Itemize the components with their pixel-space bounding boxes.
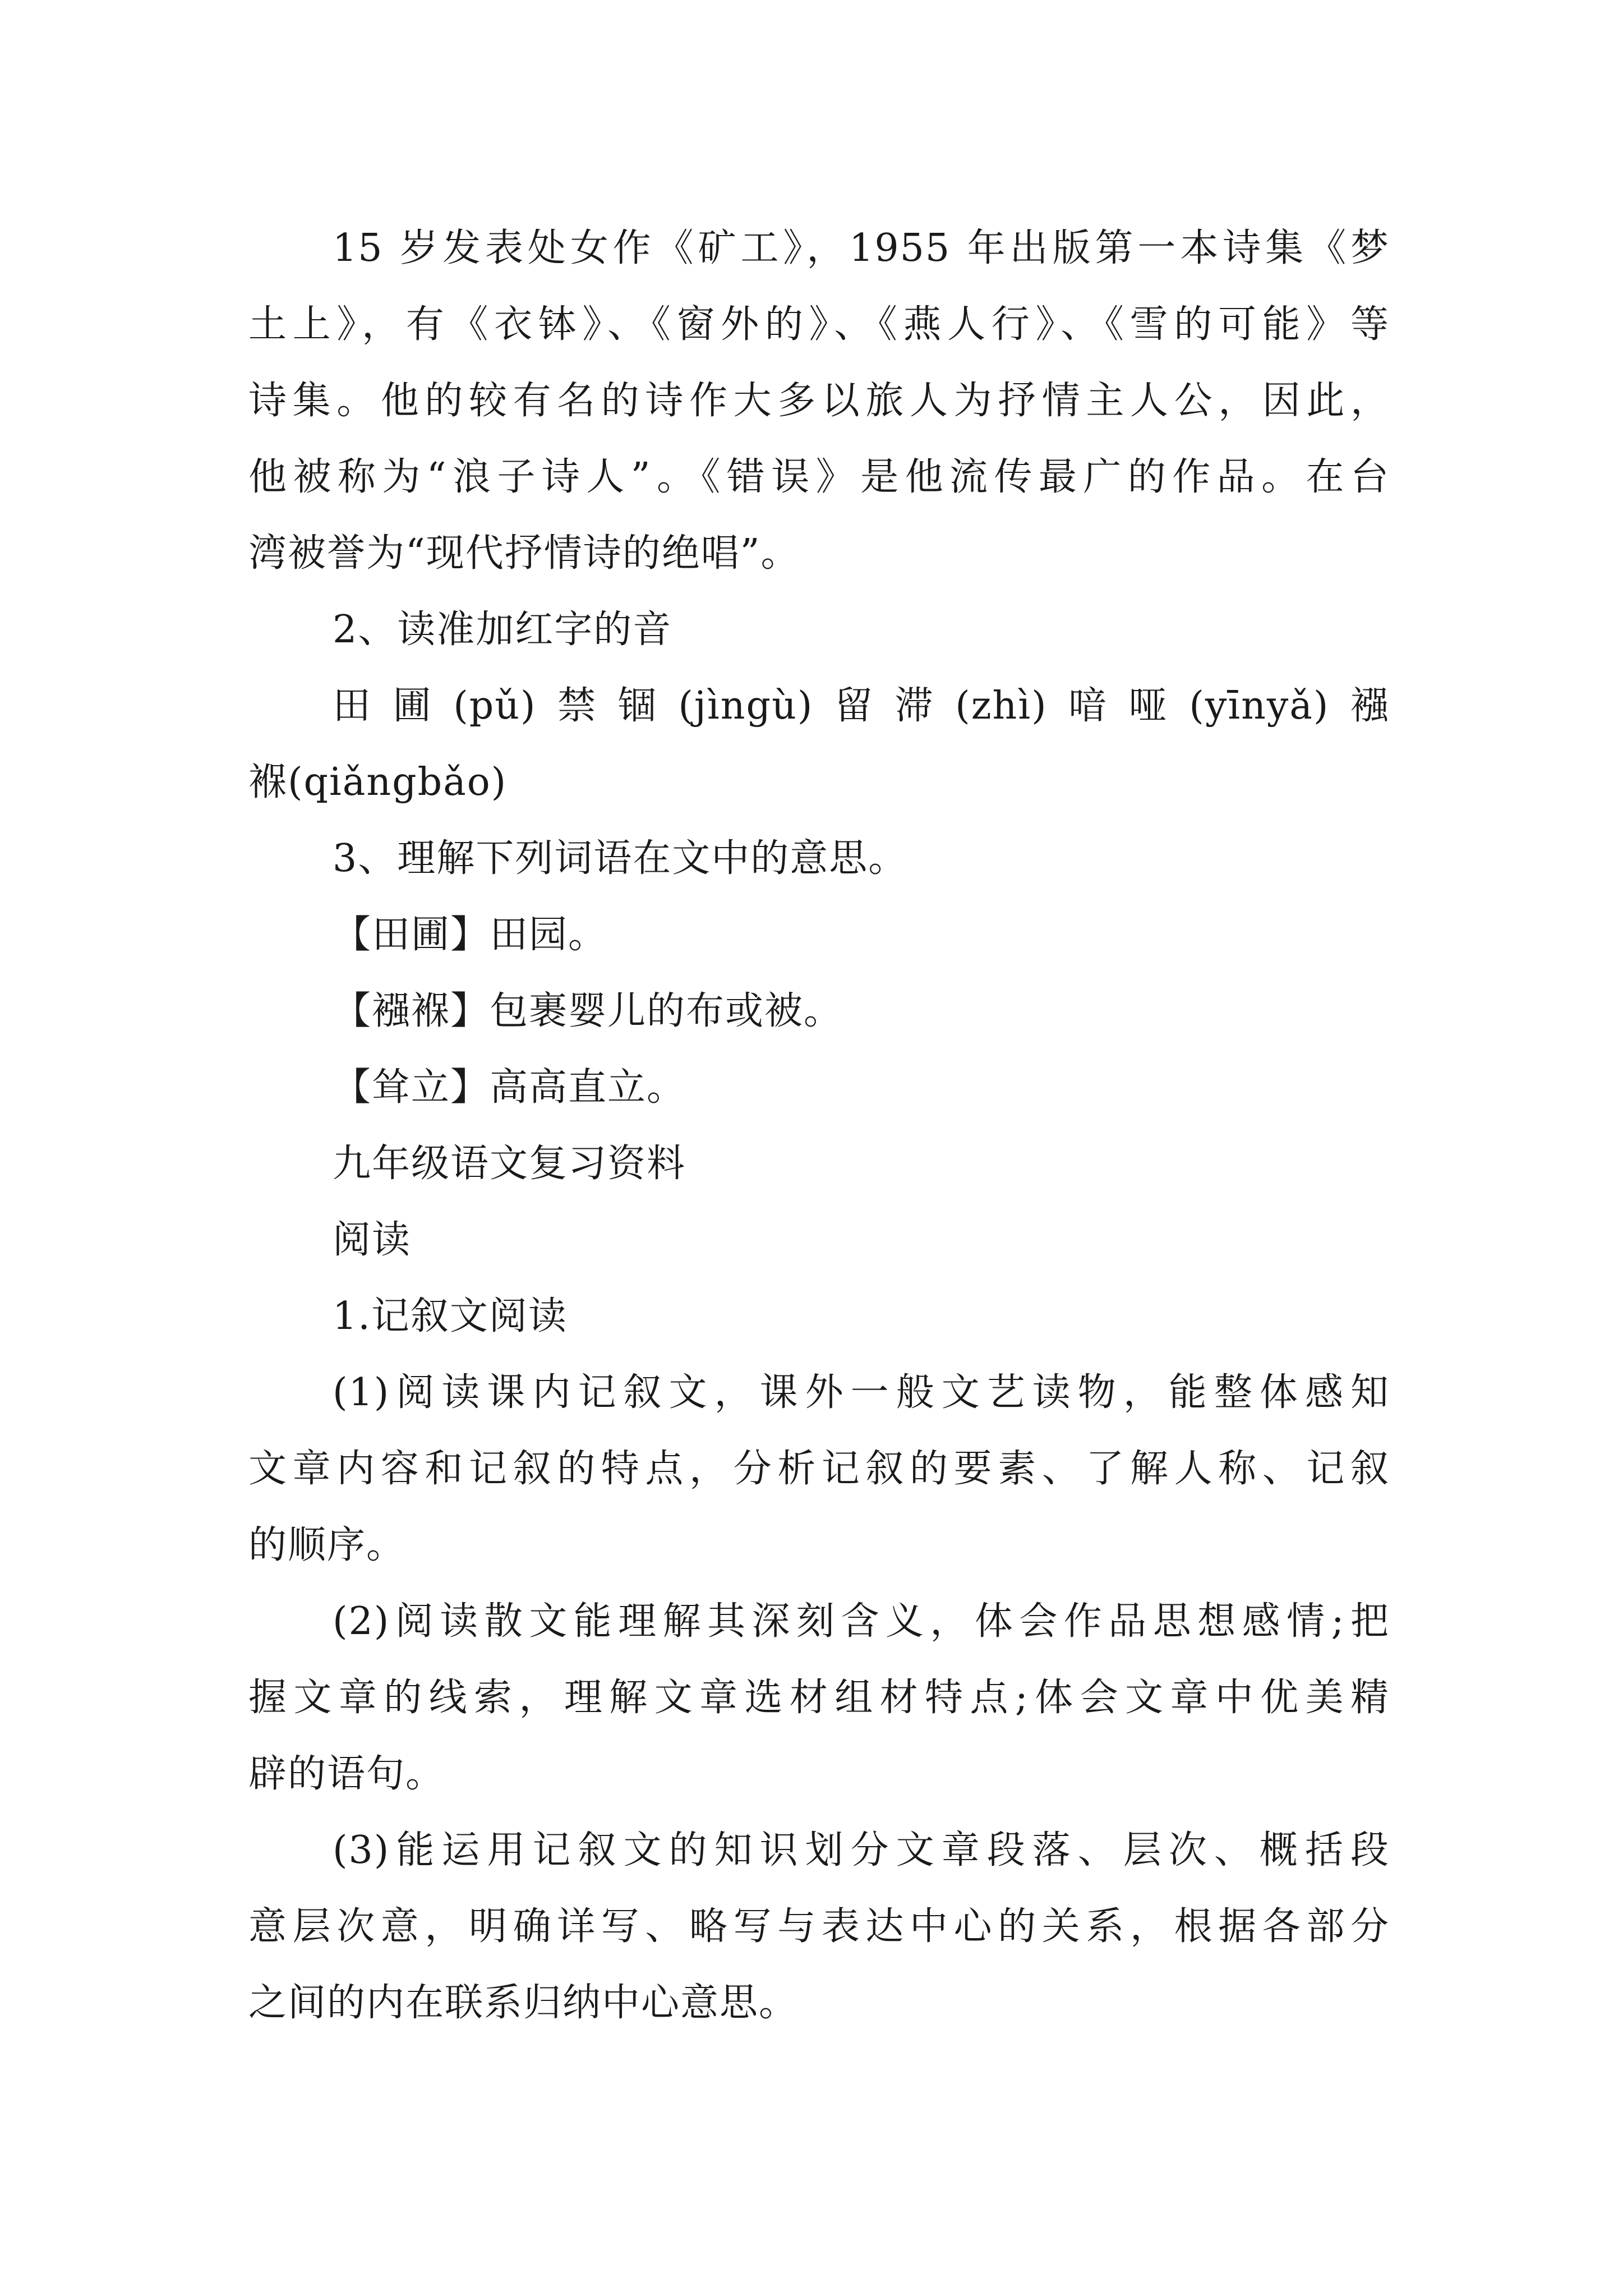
item2-heading: 2、读准加红字的音 <box>333 608 672 652</box>
intro-line: 他被称为“浪子诗人”。《错误》是他流传最广的作品。在台 <box>248 455 1390 499</box>
point-line: 文章内容和记叙的特点，分析记叙的要素、了解人称、记叙 <box>248 1447 1390 1491</box>
glossary-entry: 【耸立】高高直立。 <box>333 1065 686 1110</box>
point-line: (1)阅读课内记叙文，课外一般文艺读物，能整体感知 <box>333 1370 1390 1415</box>
pinyin-line: 褓(qiǎngbǎo) <box>248 760 508 804</box>
document-body <box>248 210 1390 2041</box>
review-title: 九年级语文复习资料 <box>333 1142 686 1186</box>
pinyin-paragraph <box>248 668 1390 821</box>
pinyin-line: 田圃(pǔ)禁锢(jìngù)留滞(zhì)喑哑(yīnyǎ)襁 <box>333 684 1390 728</box>
glossary-entry: 【田圃】田园。 <box>333 913 608 957</box>
point-paragraph <box>248 1584 1390 1812</box>
intro-paragraph <box>248 210 1390 592</box>
section-heading-reading: 阅读 <box>333 1218 412 1262</box>
point-line: (3)能运用记叙文的知识划分文章段落、层次、概括段 <box>333 1828 1390 1872</box>
intro-line: 15 岁发表处女作《矿工》，1955 年出版第一本诗集《梦 <box>333 226 1390 270</box>
point-paragraph <box>248 1812 1390 2041</box>
point-line: (2)阅读散文能理解其深刻含义，体会作品思想感情;把 <box>333 1599 1390 1644</box>
point-line: 握文章的线索，理解文章选材组材特点;体会文章中优美精 <box>248 1676 1390 1720</box>
intro-line: 诗集。他的较有名的诗作大多以旅人为抒情主人公，因此， <box>248 379 1390 423</box>
glossary-entry: 【襁褓】包裹婴儿的布或被。 <box>333 989 843 1033</box>
point-paragraph <box>248 1355 1390 1584</box>
subsection-heading-narrative: 1.记叙文阅读 <box>333 1294 568 1338</box>
point-line: 意层次意，明确详写、略写与表达中心的关系，根据各部分 <box>248 1904 1390 1949</box>
intro-line: 土上》，有《衣钵》、《窗外的》、《燕人行》、《雪的可能》等 <box>248 302 1390 347</box>
point-line: 的顺序。 <box>248 1523 406 1567</box>
point-line: 之间的内在联系归纳中心意思。 <box>248 1981 799 2025</box>
intro-line: 湾被誉为“现代抒情诗的绝唱”。 <box>248 531 800 576</box>
point-line: 辟的语句。 <box>248 1752 445 1796</box>
item3-heading: 3、理解下列词语在文中的意思。 <box>333 836 908 881</box>
